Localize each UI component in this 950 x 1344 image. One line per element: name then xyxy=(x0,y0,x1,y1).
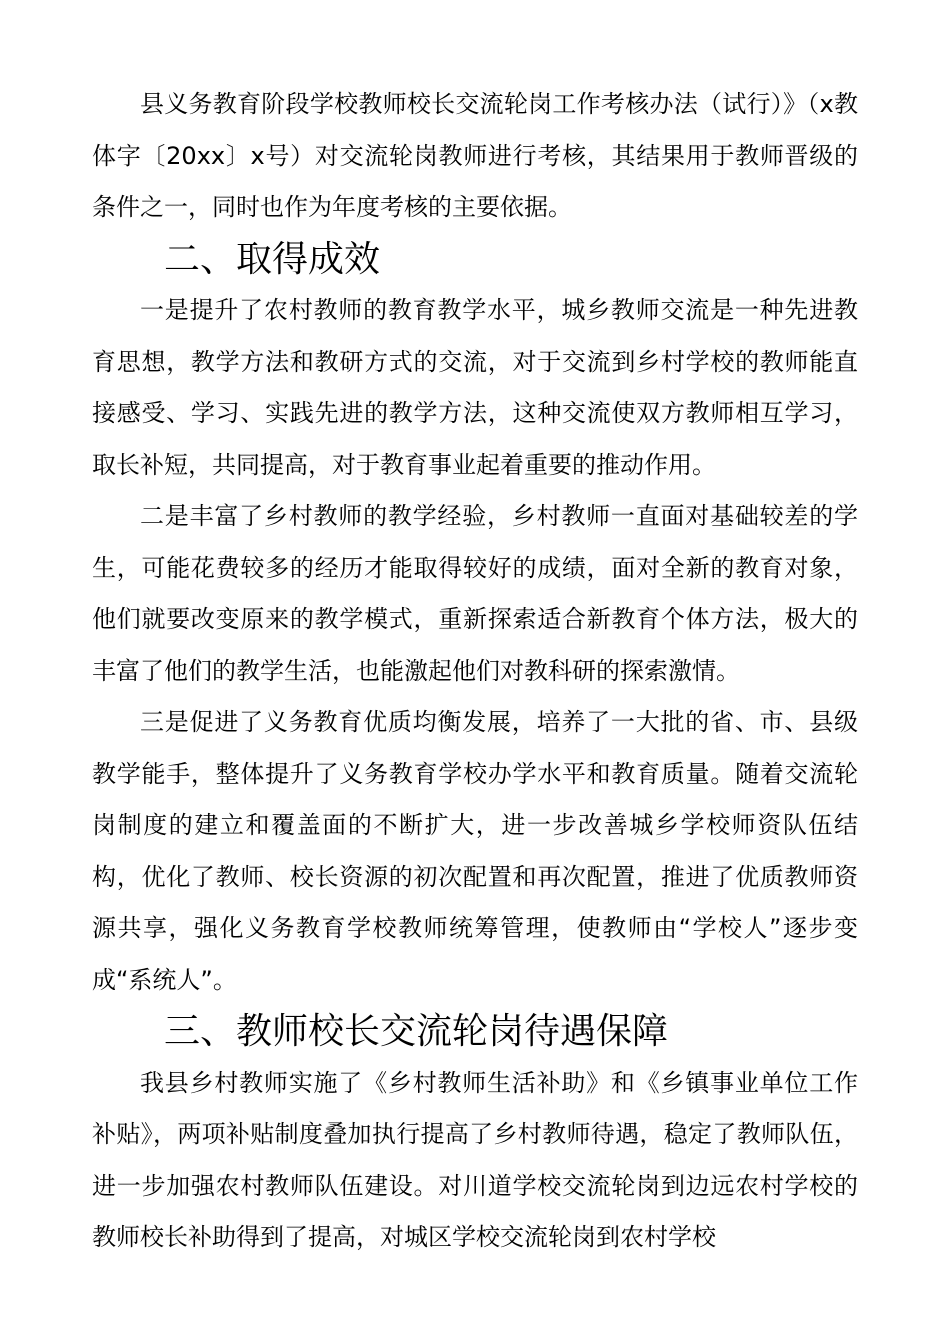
paragraph-achievement-2: 二是丰富了乡村教师的教学经验，乡村教师一直面对基础较差的学生，可能花费较多的经历才能取得较好的成绩，面对全新的教育对象，他们就要改变原来的教学模式，重新探索适合新教育个体方法，极大的丰富了他们的教学生活，也能激起他们对教科研的探索激情。 xyxy=(92,502,858,685)
paragraph-achievement-1: 一是提升了农村教师的教育教学水平，城乡教师交流是一种先进教育思想，教学方法和教研方式的交流，对于交流到乡村学校的教师能直接感受、学习、实践先进的教学方法，这种交流使双方教师相互学习，取长补短，共同提高，对于教育事业起着重要的推动作用。 xyxy=(92,296,858,479)
section-heading-benefits: 三、教师校长交流轮岗待遇保障 xyxy=(164,1011,669,1052)
paragraph-achievement-3: 三是促进了义务教育优质均衡发展，培养了一大批的省、市、县级教学能手，整体提升了义务教育学校办学水平和教育质量。随着交流轮岗制度的建立和覆盖面的不断扩大，进一步改善城乡学校师资队伍结构，优化了教师、校长资源的初次配置和再次配置，推进了优质教师资源共享，强化义务教育学校教师统筹管理，使教师由“学校人”逐步变成“系统人”。 xyxy=(92,708,858,994)
document-page xyxy=(92,79,858,1264)
paragraph-benefits: 我县乡村教师实施了《乡村教师生活补助》和《乡镇事业单位工作补贴》，两项补贴制度叠加执行提高了乡村教师待遇，稳定了教师队伍，进一步加强农村教师队伍建设。对川道学校交流轮岗到边远农村学校的教师校长补助得到了提高，对城区学校交流轮岗到农村学校 xyxy=(92,1068,858,1251)
paragraph-assessment-continuation: 县义务教育阶段学校教师校长交流轮岗工作考核办法（试行）》（x教体字〔20xx〕x号）对交流轮岗教师进行考核，其结果用于教师晋级的条件之一，同时也作为年度考核的主要依据。 xyxy=(92,90,858,221)
section-heading-achievements: 二、取得成效 xyxy=(164,238,381,280)
